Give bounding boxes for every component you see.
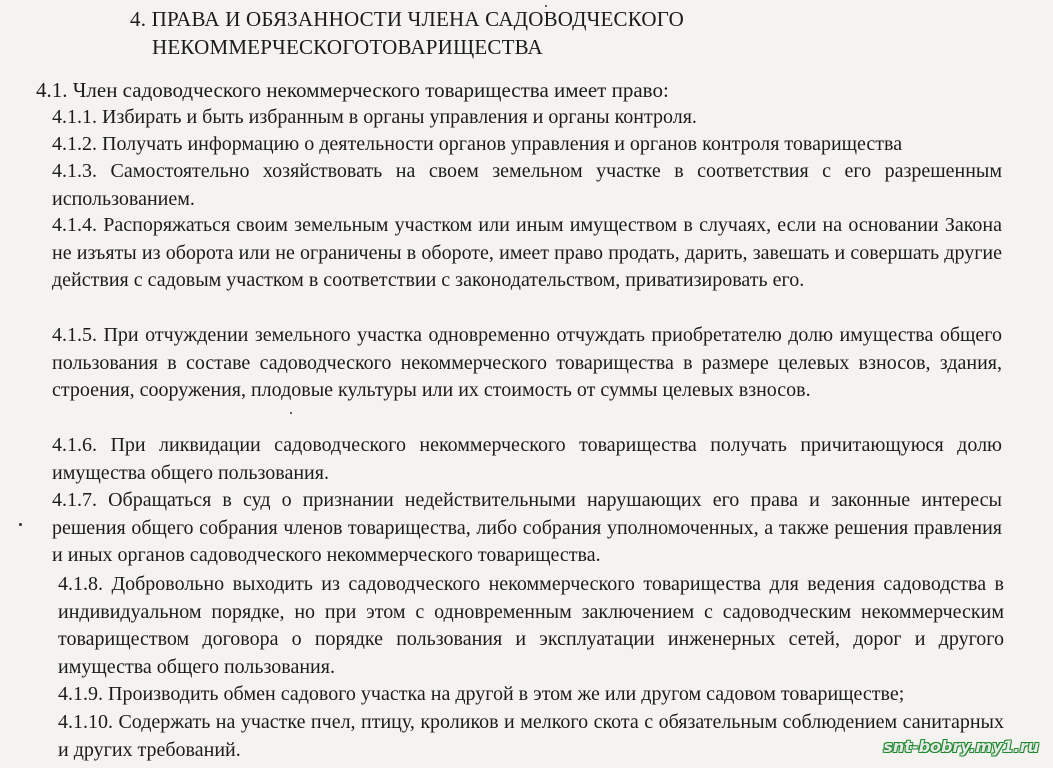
item-number: 4.1.8. — [58, 573, 103, 595]
list-item — [52, 104, 1002, 132]
list-item — [52, 212, 1002, 295]
list-item — [52, 131, 1002, 159]
item-text: Обращаться в суд о признании недействительными нарушающих его права и законные интересы решения общего собрания членов товарищества, либо собрания уполномоченных, а также решения правления и иных органов садоводческого некоммерческого товарищества. — [52, 489, 1002, 567]
item-number: 4.1.2. — [52, 133, 97, 155]
list-item — [58, 709, 1004, 764]
item-text: Избирать и быть избранным в органы управления и органы контроля. — [102, 106, 697, 128]
section-title-line1: 4. ПРАВА И ОБЯЗАННОСТИ ЧЛЕНА САДОВОДЧЕСКОГО — [130, 7, 684, 31]
item-number: 4.1.1. — [52, 106, 97, 128]
site-watermark: snt-bobry.my1.ru — [883, 737, 1039, 756]
item-text: Самостоятельно хозяйствовать на своем земельном участке в соответствия с его разрешенным использованием. — [52, 160, 1003, 210]
list-item — [58, 571, 1004, 681]
section-intro: 4.1. Член садоводческого некоммерческого товарищества имеет право: — [36, 78, 669, 102]
item-number: 4.1.5. — [52, 324, 97, 346]
item-text: При ликвидации садоводческого некоммерческого товарищества получать причитающуюся долю имущества общего пользования. — [52, 434, 1002, 484]
item-number: 4.1.4. — [52, 214, 97, 236]
item-text: Содержать на участке пчел, птицу, кроликов и мелкого скота с обязательным соблюдением санитарных и других требований. — [58, 711, 1004, 761]
item-text: Производить обмен садового участка на другой в этом же или другом садовом товариществе; — [108, 683, 905, 705]
item-text: При отчуждении земельного участка одновременно отчуждать приобретателю долю имущества общего пользования в составе садоводческого некоммерческого товарищества в размере целевых взносов, здания, строения, сооружения, плодовые культуры или их стоимость от суммы целевых взносов. — [52, 324, 1002, 402]
list-item — [58, 681, 1004, 709]
item-number: 4.1.9. — [58, 683, 103, 705]
section-title-line2: НЕКОММЕРЧЕСКОГОТОВАРИЩЕСТВА — [152, 35, 543, 59]
scan-speck — [19, 523, 22, 526]
list-item — [52, 432, 1002, 487]
item-number: 4.1.7. — [52, 489, 97, 511]
item-number: 4.1.3. — [52, 160, 97, 182]
list-item — [52, 158, 1002, 213]
list-item — [52, 487, 1002, 570]
scan-speck — [545, 5, 547, 7]
item-text: Добровольно выходить из садоводческого некоммерческого товарищества для ведения садоводства в индивидуальном порядке, но при этом с одновременным заключением с садоводческим некоммерческим товариществом договора о порядке пользования и эксплуатации инженерных сетей, дорог и другого имущества общего пользования. — [58, 573, 1004, 678]
item-text: Получать информацию о деятельности органов управления и органов контроля товарищества — [102, 133, 903, 155]
item-number: 4.1.10. — [58, 711, 113, 733]
item-text: Распоряжаться своим земельным участком или иным имуществом в случаях, если на основании Закона не изъяты из оборота или не ограничены в обороте, имеет право продать, дарить, завешать и совершать другие действия с садовым участком в соответствии с законодательством, приватизировать его. — [52, 214, 1002, 292]
scan-speck — [290, 412, 292, 414]
list-item — [52, 322, 1002, 405]
item-number: 4.1.6. — [52, 434, 97, 456]
